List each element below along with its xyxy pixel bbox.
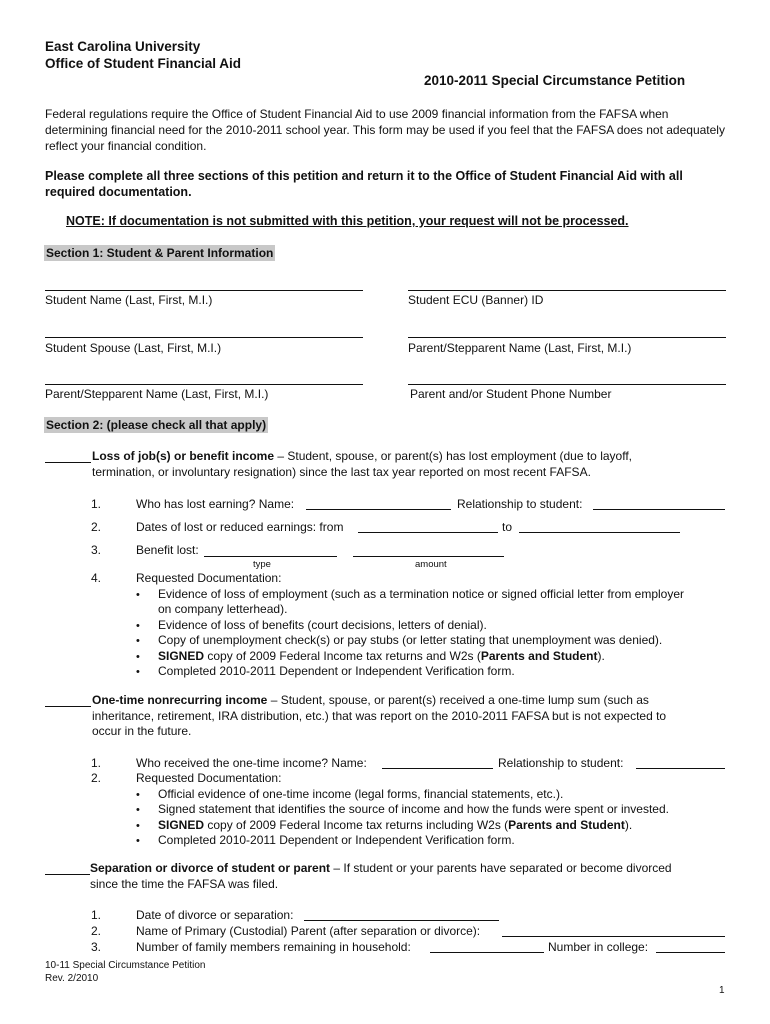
loss-text-2: termination, or involuntary resignation) since the last tax year reported on most recent FAFSA.	[92, 465, 591, 479]
college-count-line[interactable]	[656, 952, 725, 953]
spouse-name-label: Student Spouse (Last, First, M.I.)	[45, 341, 222, 355]
loss-doc-4: Completed 2010-2011 Dependent or Independent Verification form.	[158, 664, 515, 678]
signed-who: Parents and Student	[480, 649, 598, 663]
signed-text: copy of 2009 Federal Income tax returns including W2s (	[204, 818, 509, 832]
loss-num-2: 2.	[91, 520, 102, 534]
loss-doc-1: Evidence of loss of employment (such as a termination notice or signed official letter from employer	[158, 587, 685, 601]
bullet-icon: •	[136, 835, 140, 847]
signed-text: copy of 2009 Federal Income tax returns and W2s (	[204, 649, 481, 663]
loss-name-line[interactable]	[306, 509, 451, 510]
divorce-num-1: 1.	[91, 908, 102, 922]
student-name-label: Student Name (Last, First, M.I.)	[45, 293, 213, 307]
loss-q3: Benefit lost:	[136, 543, 199, 557]
loss-num-3: 3.	[91, 543, 102, 557]
phone-label: Parent and/or Student Phone Number	[410, 387, 612, 401]
onetime-doc-signed	[158, 818, 632, 832]
office-name: Office of Student Financial Aid	[45, 56, 242, 71]
parent-name-label-1: Parent/Stepparent Name (Last, First, M.I.)	[408, 341, 632, 355]
loss-checkbox-line[interactable]	[45, 462, 91, 463]
signed-end: ).	[597, 649, 605, 663]
footer-rev: Rev. 2/2010	[45, 973, 99, 984]
note-text: NOTE: If documentation is not submitted with this petition, your request will not be processed.	[66, 214, 629, 228]
divorce-q1: Date of divorce or separation:	[136, 908, 294, 922]
signed-end: ).	[624, 818, 633, 832]
loss-doc-2: Evidence of loss of benefits (court decisions, letters of denial).	[158, 618, 487, 632]
form-title: 2010-2011 Special Circumstance Petition	[424, 73, 686, 88]
onetime-rel-label: Relationship to student:	[498, 756, 624, 770]
section1-title: Section 1: Student & Parent Information	[46, 246, 274, 260]
onetime-q2: Requested Documentation:	[136, 771, 282, 785]
loss-to-label: to	[502, 520, 513, 534]
bullet-icon: •	[136, 804, 140, 816]
divorce-date-line[interactable]	[304, 920, 499, 921]
loss-q1: Who has lost earning? Name:	[136, 497, 295, 511]
bullet-icon: •	[136, 589, 140, 601]
benefit-amount-line[interactable]	[353, 556, 504, 557]
signed-bold: SIGNED	[158, 649, 205, 663]
divorce-checkbox-line[interactable]	[45, 874, 90, 875]
household-count-line[interactable]	[430, 952, 544, 953]
onetime-num-1: 1.	[91, 756, 102, 770]
loss-q4: Requested Documentation:	[136, 571, 282, 585]
instruction-text: Please complete all three sections of this petition and return it to the Office of Student Financial Aid with all required documentation.	[45, 169, 683, 199]
signed-who: Parents and Student	[508, 818, 625, 832]
loss-dash: –	[274, 449, 288, 463]
section2-title: Section 2: (please check all that apply)	[46, 418, 267, 432]
loss-doc-signed	[158, 649, 605, 663]
loss-rel-line[interactable]	[593, 509, 725, 510]
onetime-text-2: inheritance, retirement, IRA distribution, etc.) that was report on the 2010-2011 FAFSA but is not expected to	[92, 709, 667, 723]
page-number: 1	[719, 985, 725, 996]
footer-form-name: 10-11 Special Circumstance Petition	[45, 960, 206, 971]
divorce-heading: Separation or divorce of student or parent	[90, 861, 331, 875]
divorce-dash: –	[330, 861, 344, 875]
divorce-q2: Name of Primary (Custodial) Parent (after separation or divorce):	[136, 924, 481, 938]
loss-to-line[interactable]	[519, 532, 680, 533]
divorce-heading-row	[90, 861, 672, 875]
signed-bold: SIGNED	[158, 818, 205, 832]
onetime-doc-3: Completed 2010-2011 Dependent or Independent Verification form.	[158, 833, 515, 847]
bullet-icon: •	[136, 666, 140, 678]
loss-from-line[interactable]	[358, 532, 498, 533]
bullet-icon: •	[136, 635, 140, 647]
onetime-q1: Who received the one-time income? Name:	[136, 756, 367, 770]
loss-q2: Dates of lost or reduced earnings: from	[136, 520, 344, 534]
bullet-icon: •	[136, 789, 140, 801]
divorce-num-3: 3.	[91, 940, 102, 954]
divorce-num-2: 2.	[91, 924, 102, 938]
benefit-type-line[interactable]	[204, 556, 337, 557]
phone-line[interactable]	[408, 384, 726, 385]
loss-text-1: Student, spouse, or parent(s) has lost employment (due to layoff,	[287, 449, 632, 463]
loss-doc-3: Copy of unemployment check(s) or pay stubs (or letter stating that unemployment was denied).	[158, 633, 663, 647]
onetime-name-line[interactable]	[382, 768, 493, 769]
student-id-label: Student ECU (Banner) ID	[408, 293, 544, 307]
custodial-parent-line[interactable]	[502, 936, 725, 937]
loss-heading: Loss of job(s) or benefit income	[92, 449, 275, 463]
university-name: East Carolina University	[45, 39, 201, 54]
bullet-icon: •	[136, 651, 140, 663]
divorce-text-2: since the time the FAFSA was filed.	[90, 877, 279, 891]
parent-name-label-2: Parent/Stepparent Name (Last, First, M.I.)	[45, 387, 269, 401]
loss-num-1: 1.	[91, 497, 102, 511]
parent-name-line-2[interactable]	[45, 384, 363, 385]
parent-name-line-1[interactable]	[408, 337, 726, 338]
intro-paragraph: Federal regulations require the Office of Student Financial Aid to use 2009 financial information from the FAFSA when determining financial need for the 2010-2011 school year. This form may be used if you feel that the FAFSA does not adequately reflect your financial condition.	[45, 107, 725, 153]
college-label: Number in college:	[548, 940, 649, 954]
onetime-num-2: 2.	[91, 771, 102, 785]
student-id-line[interactable]	[408, 290, 726, 291]
onetime-doc-2: Signed statement that identifies the source of income and how the funds were spent or invested.	[158, 802, 669, 816]
loss-heading-row	[92, 449, 632, 463]
onetime-heading-row	[92, 693, 649, 707]
spouse-name-line[interactable]	[45, 337, 363, 338]
onetime-doc-1: Official evidence of one-time income (legal forms, financial statements, etc.).	[158, 787, 564, 801]
onetime-dash: –	[267, 693, 281, 707]
onetime-heading: One-time nonrecurring income	[92, 693, 268, 707]
onetime-text-3: occur in the future.	[92, 724, 192, 738]
onetime-rel-line[interactable]	[636, 768, 725, 769]
benefit-amount-caption: amount	[415, 559, 447, 570]
benefit-type-caption: type	[253, 559, 271, 570]
loss-rel-label: Relationship to student:	[457, 497, 583, 511]
divorce-q3: Number of family members remaining in household:	[136, 940, 411, 954]
bullet-icon: •	[136, 620, 140, 632]
onetime-text-1: Student, spouse, or parent(s) received a one-time lump sum (such as	[280, 693, 649, 707]
onetime-checkbox-line[interactable]	[45, 706, 91, 707]
student-name-line[interactable]	[45, 290, 363, 291]
divorce-text-1: If student or your parents have separated or become divorced	[343, 861, 672, 875]
bullet-icon: •	[136, 820, 140, 832]
loss-doc-1b: on company letterhead).	[158, 602, 288, 616]
loss-num-4: 4.	[91, 571, 102, 585]
